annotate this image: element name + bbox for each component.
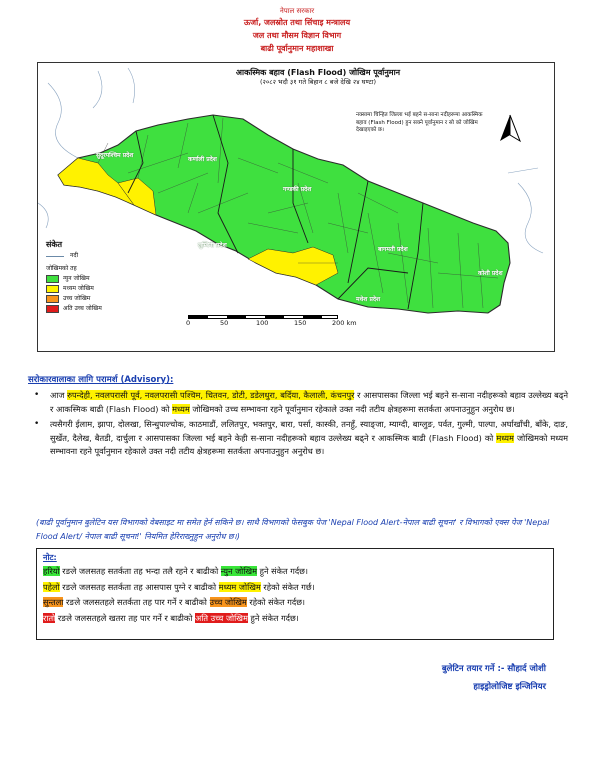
ministry-name: ऊर्जा, जलस्रोत तथा सिंचाइ मन्त्रालय xyxy=(243,18,351,27)
note-text: हुने संकेत गर्दछ। xyxy=(257,566,309,576)
advisory-text: र आसपासका जिल्ला भई बहने स-साना नदीहरूको बहाव उल्लेख्य बढ्ने र आकस्मिक बाढी (Flash Flood) को xyxy=(50,390,568,414)
risk-term: न्युन जोखिम xyxy=(220,566,258,576)
note-row xyxy=(43,611,547,627)
color-word: पहेलो xyxy=(43,581,60,592)
note-text: रहेको संकेत गर्दछ। xyxy=(246,597,306,607)
bulletin-footnote: (बाढी पूर्वानुमान बुलेटिन यस विभागको वेबसाइट मा समेत हेर्न सकिने छ। साथै विभागको फेसबुक पेज 'Nepal Flood Alert-नेपाल बाढी सूचना' र विभागको एक्स पेज 'Nepal Flood Alert/ नेपाल बाढी सूचना!' नियमित हेरिराख्नुहुन अनुरोध छ।) xyxy=(36,518,550,541)
map-legend xyxy=(46,239,156,314)
color-word: रातो xyxy=(43,612,56,623)
scale-bar xyxy=(188,315,368,329)
legend-item-label: मध्यम जोखिम xyxy=(63,285,94,292)
legend-title: संकेत xyxy=(46,240,63,249)
province-label: कोशी प्रदेश xyxy=(478,270,503,277)
very-high-risk-swatch xyxy=(46,305,59,313)
risk-term: अति उच्च जोखिम xyxy=(194,612,248,623)
scale-tick: 100 xyxy=(256,319,269,327)
risk-level: मध्यम xyxy=(172,403,190,414)
province-label: बागमती प्रदेश xyxy=(378,246,408,253)
province-label: कर्णाली प्रदेश xyxy=(188,156,217,163)
advisory-text: जोखिमको उच्च सम्भावना रहने पूर्वानुमान रहेकाले उक्त नदी तटीय क्षेत्रहरूमा सतर्कता अपनाउनुहुन अनुरोध छ। xyxy=(189,403,515,414)
note-row xyxy=(43,580,547,596)
advisory-text: आज xyxy=(50,390,68,400)
advisory-heading: सरोकारवालाका लागि परामर्श (Advisory): xyxy=(28,375,174,385)
moderate-risk-swatch xyxy=(46,285,59,293)
risk-level: मध्यम xyxy=(496,432,514,443)
govt-name: नेपाल सरकार xyxy=(279,7,315,15)
legend-item xyxy=(46,304,156,314)
north-arrow-icon xyxy=(500,115,520,141)
note-title: नोट: xyxy=(43,553,57,562)
division-name: बाढी पूर्वानुमान महाशाखा xyxy=(260,44,334,53)
highlighted-districts: रुपन्देही, नवलपरासी पूर्व, नवलपरासी पश्चिम, चितवन, डोटी, डडेलधुरा, बर्दिया, कैलाली, कंचनपुर xyxy=(67,390,355,400)
designation: हाइड्रोलोजिष्ट इन्जिनियर xyxy=(473,682,546,692)
color-word: सुन्तला xyxy=(43,597,64,607)
legend-subtitle: जोखिमको तह xyxy=(46,265,77,272)
agency-header xyxy=(0,6,594,55)
province-label: गण्डकी प्रदेश xyxy=(283,186,312,193)
scale-tick: 200 km xyxy=(332,319,357,327)
province-label: मधेश प्रदेश xyxy=(356,296,381,303)
legend-item xyxy=(46,284,156,294)
scale-tick: 50 xyxy=(220,319,229,327)
risk-term: मध्यम जोखिम xyxy=(218,581,261,592)
advisory-bullet xyxy=(28,418,568,459)
legend-item-label: उच्च जोखिम xyxy=(63,295,91,302)
advisory-bullet xyxy=(28,389,568,416)
note-text: रहेको संकेत गर्छ। xyxy=(260,581,315,592)
map-title: आकस्मिक बहाव (Flash Flood) जोखिम पूर्वानुमान xyxy=(235,68,401,77)
note-text: हुने संकेत गर्दछ। xyxy=(247,612,299,623)
note-text: रङले जलसतह सतर्कता तह भन्दा तलै रहने र बाढीको xyxy=(59,566,221,576)
color-code-note xyxy=(36,548,554,640)
province-label: सुदूरपश्चिम प्रदेश xyxy=(96,152,134,159)
legend-river-label: नदी xyxy=(70,252,79,259)
flash-flood-map xyxy=(37,62,555,352)
department-name: जल तथा मौसम विज्ञान विभाग xyxy=(252,31,342,40)
scale-tick: 150 xyxy=(294,319,307,327)
note-text: रङले जलसतह सतर्कता तह आसपास पुग्ने र बाढीको xyxy=(59,581,219,592)
province-label: लुम्बिनी प्रदेश xyxy=(198,242,227,249)
high-risk-swatch xyxy=(46,295,59,303)
low-risk-swatch xyxy=(46,275,59,283)
legend-item-label: न्युन जोखिम xyxy=(63,275,90,282)
signature-block xyxy=(442,660,546,696)
advisory-text: जोखिमको मध्यम सम्भावना रहने पूर्वानुमान रहेकाले उक्त नदी तटीय क्षेत्रहरूमा सतर्कता अपनाउनुहुन अनुरोध छ। xyxy=(50,432,568,456)
map-subtitle: (२०८२ भदौ ३१ गते बिहान ८ बजे देखि २४ घण्टा) xyxy=(259,78,377,86)
river-line-icon xyxy=(46,256,64,257)
legend-item xyxy=(46,294,156,304)
advisory-section xyxy=(28,374,568,461)
legend-item xyxy=(46,274,156,284)
scale-tick: 0 xyxy=(186,319,191,327)
note-text: रङले जलसतहले खतरा तह पार गर्ने र बाढीको xyxy=(55,612,195,623)
risk-term: उच्च जोखिम xyxy=(209,597,247,607)
note-row xyxy=(43,564,547,580)
map-note: नक्सामा चिन्हित जिल्ला भई बहने स-साना नदीहरूमा आकस्मिक बहाव (Flash Flood) हुन सक्ने पूर्वानुमान र सो को जोखिम देखाइएको छ। xyxy=(356,112,483,133)
legend-river xyxy=(46,251,156,261)
color-word: हरियो xyxy=(43,566,60,576)
note-row xyxy=(43,595,547,611)
legend-item-label: अति उच्च जोखिम xyxy=(63,305,102,312)
advisory-text: त्यसैगरी ईलाम, झापा, दोलखा, सिन्धुपाल्चोक, काठमाडौं, ललितपुर, भक्तपुर, बारा, पर्सा, कास्की, तनहुँ, स्याङ्जा, म्याग्दी, बाग्लुङ, पर्वत, गुल्मी, पाल्पा, अर्घाखाँची, बाँके, दाङ, सुर्खेत, दैलेख, बैतडी, दार्चुला र आसपासका जिल्ला भई बहने केही स-साना नदीहरूको बहाव उल्लेख्य बढ्ने र आकस्मिक बाढी (Flash Flood) को xyxy=(50,419,568,443)
prepared-by: बुलेटिन तयार गर्ने :- सौहार्द जोशी xyxy=(441,664,546,674)
note-text: रङले जलसतहले सतर्कता तह पार गर्ने र बाढीको xyxy=(63,597,210,607)
